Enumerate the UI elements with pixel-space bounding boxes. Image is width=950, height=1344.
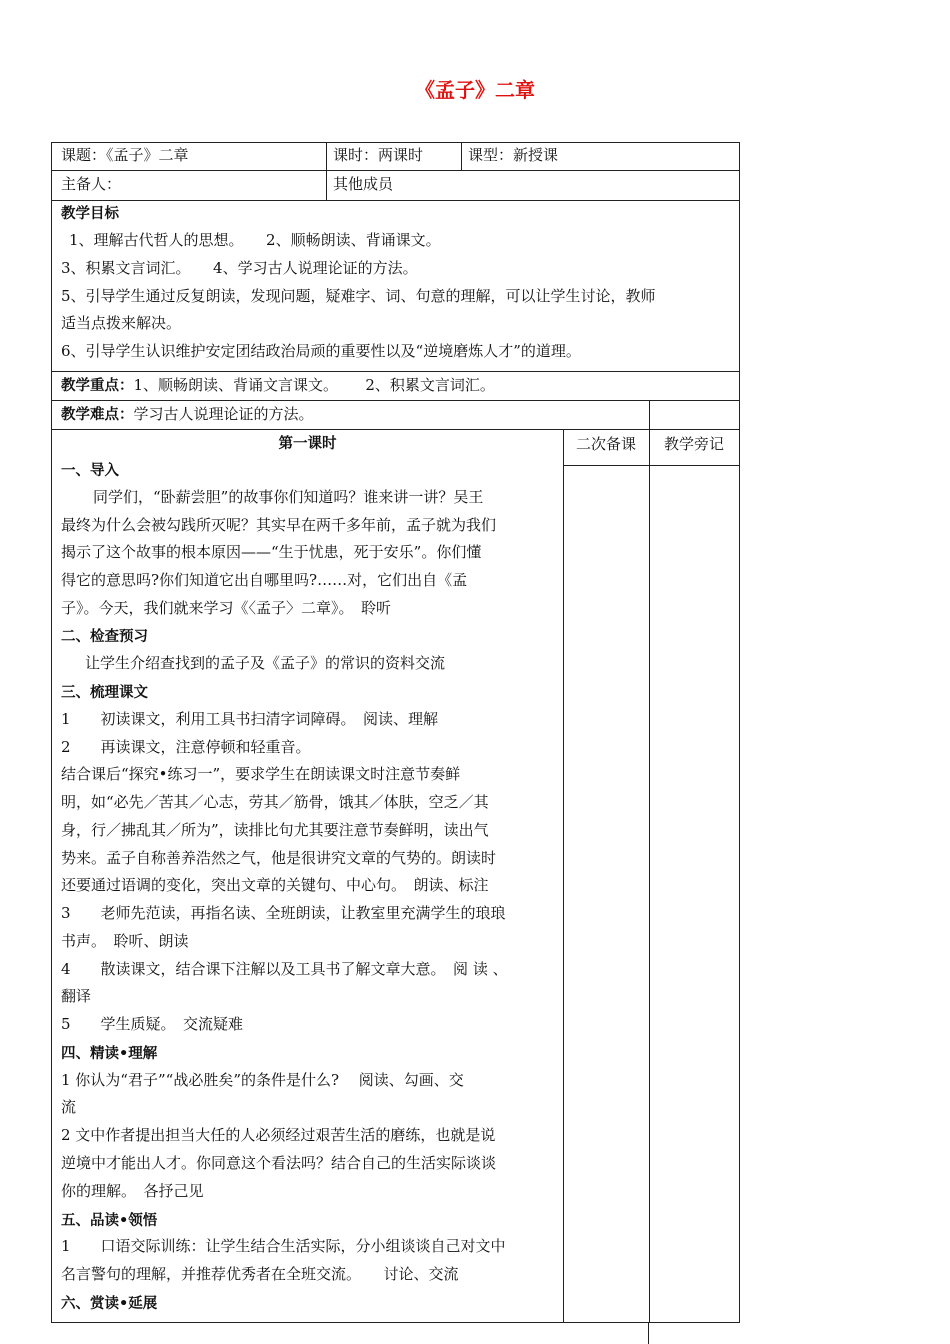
col-divider	[326, 143, 327, 200]
key-points-row	[61, 375, 495, 396]
row-divider	[52, 400, 739, 401]
body-line: 书声。 聆听、朗读	[61, 932, 189, 950]
col-divider	[461, 143, 462, 170]
row-divider	[52, 429, 739, 430]
body-line: 还要通过语调的变化，突出文章的关键句、中心句。 朗读、标注	[61, 876, 489, 894]
body-line: 4 散读课文，结合课下注解以及工具书了解文章大意。 阅 读 、	[61, 960, 508, 978]
section-title: 一、导入	[61, 463, 119, 479]
body-line: 势来。孟子自称善养浩然之气，他是很讲究文章的气势的。朗读时	[61, 849, 497, 867]
row-divider	[52, 200, 739, 201]
body-line: 结合课后“探究•练习一”，要求学生在朗读课文时注意节奏鲜	[61, 765, 461, 783]
row-divider	[52, 371, 739, 372]
section-title: 五、品读•领悟	[61, 1213, 158, 1229]
body-line: 5 学生质疑。 交流疑难	[61, 1015, 244, 1033]
body-line: 子》。今天，我们就来学习《〈孟子〉二章》。 聆听	[61, 599, 392, 617]
section-title: 六、赏读•延展	[61, 1296, 158, 1312]
document-title: 《孟子》二章	[415, 78, 535, 102]
objective-line: 3、积累文言词汇。 4、学习古人说理论证的方法。	[61, 259, 418, 277]
section-title: 三、梳理课文	[61, 685, 148, 701]
difficulties-label: 教学难点：	[61, 407, 134, 423]
objective-line: 适当点拨来解决。	[61, 314, 182, 332]
objective-line: 5、引导学生通过反复朗读，发现问题，疑难字、词、句意的理解，可以让学生讨论，教师	[61, 287, 656, 305]
col-divider	[649, 400, 650, 1322]
body-line: 1 口语交际训练：让学生结合生活实际，分小组谈谈自己对文中	[61, 1237, 506, 1255]
preparer-cell: 主备人：	[61, 175, 122, 193]
body-line: 得它的意思吗?你们知道它出自哪里吗?……对，它们出自《孟	[61, 571, 468, 589]
body-line: 3 老师先范读，再指名读、全班朗读，让教室里充满学生的琅琅	[61, 904, 506, 922]
objectives-heading: 教学目标	[61, 206, 119, 222]
body-line: 1 你认为“君子”“战必胜矣”的条件是什么? 阅读、勾画、交	[61, 1071, 464, 1089]
lesson-plan-table	[51, 142, 740, 1323]
topic-cell: 课题：《孟子》二章	[61, 146, 189, 164]
section-title: 二、检查预习	[61, 629, 148, 645]
second-prep-header: 二次备课	[575, 435, 636, 453]
key-points-text: 1、顺畅朗读、背诵文言课文。 2、积累文言词汇。	[133, 376, 495, 394]
body-line: 2 文中作者提出担当大任的人必须经过艰苦生活的磨练，也就是说	[61, 1126, 496, 1144]
body-line: 让学生介绍查找到的孟子及《孟子》的常识的资料交流	[85, 654, 446, 672]
objective-line: 6、引导学生认识维护安定团结政治局顽的重要性以及“逆境磨炼人才”的道理。	[61, 342, 581, 360]
body-line: 流	[61, 1098, 77, 1116]
hours-cell: 课时：两课时	[333, 146, 424, 164]
body-line: 2 再读课文，注意停顿和轻重音。	[61, 738, 311, 756]
col-divider	[563, 429, 564, 1322]
row-divider	[52, 170, 739, 171]
difficulties-text: 学习古人说理论证的方法。	[133, 405, 314, 423]
body-line: 名言警句的理解，并推荐优秀者在全班交流。 讨论、交流	[61, 1265, 459, 1283]
body-line: 同学们，“卧薪尝胆”的故事你们知道吗？谁来讲一讲？吴王	[93, 488, 484, 506]
lesson-heading: 第一课时	[278, 436, 337, 452]
members-cell: 其他成员	[333, 175, 394, 193]
body-line: 明，如“必先／苦其／心志，劳其／筋骨，饿其／体肤，空乏／其	[61, 793, 489, 811]
body-line: 揭示了这个故事的根本原因——“生于忧患，死于安乐”。你们懂	[61, 543, 482, 561]
side-notes-header: 教学旁记	[663, 435, 724, 453]
body-line: 你的理解。 各抒己见	[61, 1182, 204, 1200]
body-line: 翻译	[61, 987, 92, 1005]
body-line: 1 初读课文，利用工具书扫清字词障碍。 阅读、理解	[61, 710, 439, 728]
type-cell: 课型：新授课	[468, 146, 559, 164]
body-line: 逆境中才能出人才。你同意这个看法吗？结合自己的生活实际谈谈	[61, 1154, 497, 1172]
body-line: 最终为什么会被勾践所灭呢？其实早在两千多年前，孟子就为我们	[61, 516, 497, 534]
row-divider	[563, 465, 739, 466]
key-points-label: 教学重点：	[61, 378, 134, 394]
objective-line: 1、理解古代哲人的思想。 2、顺畅朗读、背诵课文。	[69, 231, 441, 249]
section-title: 四、精读•理解	[61, 1046, 158, 1062]
difficulties-row	[61, 404, 314, 425]
body-line: 身，行／拂乱其／所为”，读排比句尤其要注意节奏鲜明，读出气	[61, 821, 489, 839]
col-divider-extension	[648, 1322, 649, 1344]
